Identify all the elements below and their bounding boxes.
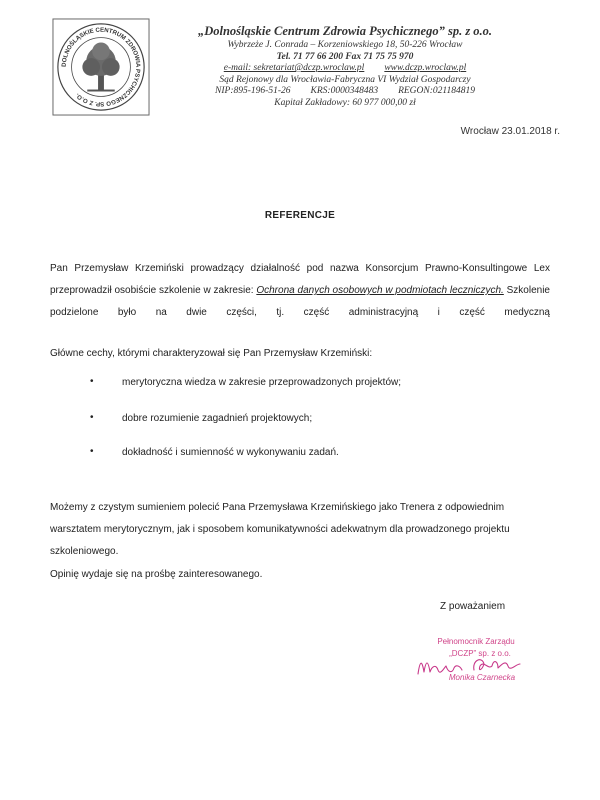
recommendation-line: warsztatem merytorycznym, jak i sposobem komunikatywności adekwatnym dla prowadzonego projektu bbox=[50, 524, 510, 535]
company-website[interactable]: www.dczp.wroclaw.pl bbox=[384, 63, 467, 73]
intro-paragraph bbox=[50, 258, 550, 324]
features-heading: Główne cechy, którymi charakteryzował się Pan Przemysław Krzemiński: bbox=[50, 348, 373, 359]
recommendation-line: Możemy z czystym sumieniem polecić Pana Przemysława Krzemińskiego jako Trenera z odpowiednim bbox=[50, 502, 505, 513]
signature-stamp bbox=[412, 630, 540, 690]
list-item: merytoryczna wiedza w zakresie przeprowadzonych projektów; bbox=[122, 377, 402, 388]
stamp-name: Monika Czarnecka bbox=[448, 673, 516, 682]
intro-line: Pan Przemysław Krzemiński prowadzący działalność pod nazwa Konsorcjum Prawno-Konsultingowe Lex bbox=[50, 263, 550, 274]
list-item: dokładność i sumienność w wykonywaniu zadań. bbox=[122, 447, 339, 458]
letterhead bbox=[150, 24, 540, 109]
intro-line: podzielone było na dwie części, tj. część administracyjną i część medyczną bbox=[50, 307, 550, 318]
company-phone: Tel. 71 77 66 200 Fax 71 75 75 970 bbox=[276, 51, 414, 62]
letter-date: Wrocław 23.01.2018 r. bbox=[460, 126, 560, 137]
handwritten-signature bbox=[418, 660, 520, 674]
letter-title: REFERENCJE bbox=[264, 210, 336, 221]
recommendation-paragraph bbox=[50, 497, 550, 563]
company-logo bbox=[52, 18, 150, 116]
request-note: Opinię wydaje się na prośbę zainteresowanego. bbox=[50, 569, 263, 580]
bullet-icon: • bbox=[90, 412, 94, 423]
logo-ring-text: DOLNOŚLĄSKIE CENTRUM ZDROWIA PSYCHICZNEGO SP. Z O.O. bbox=[61, 27, 141, 107]
bullet-icon: • bbox=[90, 376, 94, 387]
recommendation-line: szkoleniowego. bbox=[50, 546, 119, 557]
list-item: dobre rozumienie zagadnień projektowych; bbox=[122, 413, 313, 424]
training-topic: Ochrona danych osobowych w podmiotach leczniczych. bbox=[256, 285, 504, 296]
intro-line: przeprowadził osobiście szkolenie w zakresie: Ochrona danych osobowych w podmiotach leczniczych. Szkolenie bbox=[50, 285, 550, 296]
company-court: Sąd Rejonowy dla Wrocławia-Fabryczna VI Wydział Gospodarczy bbox=[219, 74, 471, 85]
stamp-company: „DCZP” sp. z o.o. bbox=[449, 649, 511, 658]
company-regon: REGON:021184819 bbox=[398, 86, 475, 96]
company-email[interactable]: e-mail: sekretariat@dczp.wroclaw.pl bbox=[223, 63, 365, 73]
company-capital: Kapitał Zakładowy: 60 977 000,00 zł bbox=[274, 97, 416, 108]
bullet-icon: • bbox=[90, 446, 94, 457]
company-name: „Dolnośląskie Centrum Zdrowia Psychicznego” sp. z o.o. bbox=[197, 24, 493, 38]
closing-salutation: Z poważaniem bbox=[440, 601, 506, 612]
stamp-role: Pełnomocnik Zarządu bbox=[437, 637, 515, 646]
company-address: Wybrzeże J. Conrada – Korzeniowskiego 18, 50-226 Wrocław bbox=[227, 40, 463, 50]
company-krs: KRS:0000348483 bbox=[310, 86, 379, 96]
company-nip: NIP:895-196-51-26 bbox=[215, 86, 291, 96]
